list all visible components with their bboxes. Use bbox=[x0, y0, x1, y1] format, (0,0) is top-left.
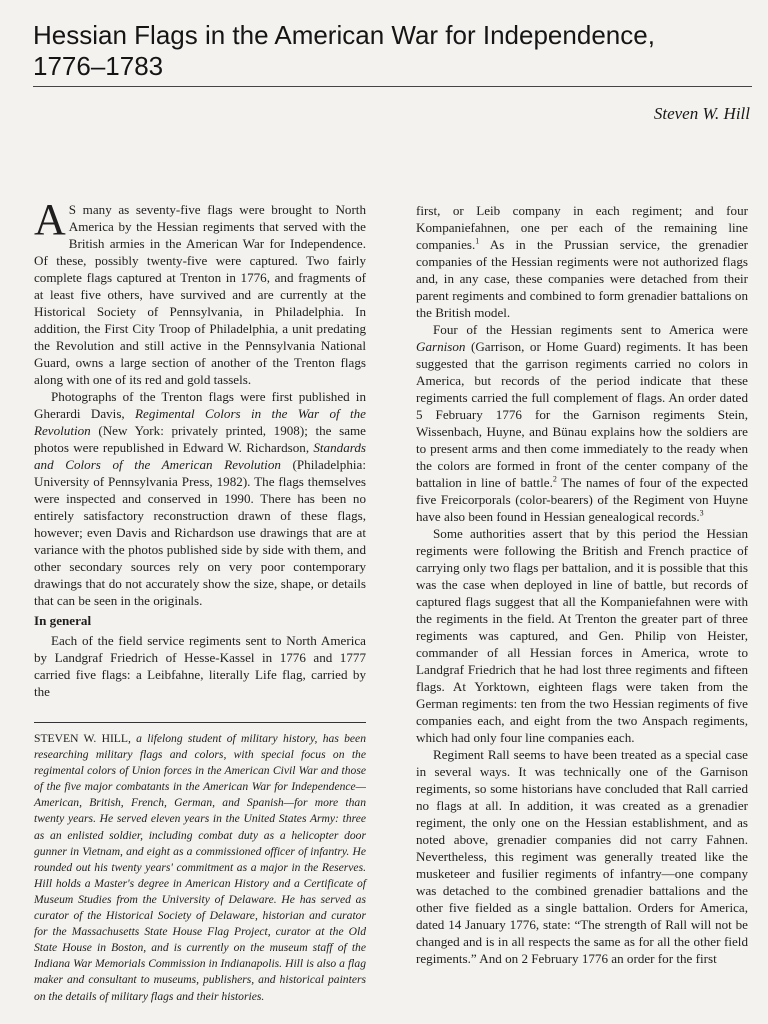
right-column bbox=[416, 202, 748, 967]
bio-name: STEVEN W. HILL bbox=[34, 732, 128, 745]
author-bio bbox=[34, 731, 366, 1005]
author-byline: Steven W. Hill bbox=[653, 104, 750, 123]
left-column bbox=[34, 195, 366, 700]
book-title-richardson: Standards and Colors of the American Revolution bbox=[34, 440, 366, 472]
paragraph-intro: A S many as seventy-five flags were brought to North America by the Hessian regiments that served with the British armies in the American War for Independence. Of these, possibly twenty-five were captured. Two fairly complete flags captured at Trenton in 1776, and fragments of at least five others, have survived and are currently at the Historical Society of Pennsylvania, in Philadelphia. In addition, the First City Troop of Philadelphia, a unit predating the Revolution and still active in the Pennsylvania National Guard, owns a large section of another of the Trenton flags along with one of its red and gold tassels. bbox=[34, 195, 366, 387]
footnote-ref-3: 3 bbox=[699, 508, 704, 518]
footnote-ref-1: 1 bbox=[475, 236, 480, 246]
paragraph-authorities: Some authorities assert that by this period the Hessian regiments were following the British and French practice of carrying only two flags per battalion, and it is possible that this was the case when deployed in line of battle, but records of captured flags suggest that all the Kompaniefahnen were with the regiments in the field. At Trenton the greater part of three regiments was captured, and Gen. Philip von Heister, commander of all Hessian forces in America, wrote to Landgraf Friedrich that he had lost three regiments and fifteen flags. At Yorktown, eighteen flags were taken from the German regiments: ten from the two Hessian regiments of five companies each, and eight from the two Anspach regiments, which had only four line companies each. bbox=[416, 526, 748, 745]
section-heading-in-general: In general bbox=[34, 613, 92, 628]
paragraph-regiment-rall: Regiment Rall seems to have been treated as a special case in several ways. It was technically one of the Garnison regiments, so some historians have concluded that Rall carried no flags at all. In addition, it was created as a grenadier regiment, the only one on the Hessian establishment, and as noted above, grenadier companies did not carry Fahnen. Nevertheless, this regiment was generally treated like the musketeer and fusilier regiments of infantry—one company was detached to the combined grenadier battalions and the other five fielded as a single battalion. Orders for America, dated 14 January 1776, state: “The strength of Rall will not be changed and is in all respects the same as for all the other field regiments.” And on 2 February 1776 an order for the first bbox=[416, 747, 748, 966]
bio-divider bbox=[34, 722, 366, 723]
article-title-line2: 1776–1783 bbox=[33, 51, 164, 81]
article-title bbox=[33, 20, 733, 82]
paragraph-field-service: Each of the field service regiments sent to North America by Landgraf Friedrich of Hesse-Kassel in 1776 and 1777 carried five flags: a Leibfahne, literally Life flag, carried by the bbox=[34, 633, 366, 699]
paragraph-trenton-photos: Photographs of the Trenton flags were first published in Gherardi Davis, Regimental Colors in the War of the Revolution (New York: privately printed, 1908); the same photos were republished in Edward W. Richardson, Standards and Colors of the American Revolution (Philadelphia: University of Pennsylvania Press, 1982). The flags themselves were inspected and conserved in 1990. There has been no entirely satisfactory reconstruction drawn of these flags, however; even Davis and Richardson use drawings that are at variance with the photos published side by side with them, and other secondary sources rely on very poor contemporary drawings that do not accurately show the size, shape, or details that can be seen in the originals. bbox=[34, 389, 366, 608]
article-title-line1: Hessian Flags in the American War for Independence, bbox=[33, 20, 655, 50]
book-title-davis: Regimental Colors in the War of the Revolution bbox=[34, 406, 366, 438]
paragraph-leib-company: first, or Leib company in each regiment; and four Kompaniefahnen, one per each of the remaining line companies.$^1$ As in the Prussian service, the grenadier companies of the Hessian regiments were not authorized flags and, in any case, these companies were detached from their parent regiments and combined to form grenadier battalions on the British model. bbox=[416, 203, 748, 320]
footnote-ref-2: 2 bbox=[552, 474, 557, 484]
bio-text: , a lifelong student of military history, has been researching military flags and colors, with special focus on the regimental colors of Union forces in the American Civil War and those of the five major combatants in the American War for Independence—American, British, French, German, and Spanish—for more than twenty years. He served eleven years in the United States Army: three as an enlisted soldier, including combat duty as a helicopter door gunner in Vietnam, and eight as a commissioned officer of infantry. He rounded out his twenty years' commitment as a major in the Reserves. Hill holds a Master's degree in American History and a Certificate of Museum Studies from the University of Delaware. He has served as curator of the Historical Society of Delaware, historian and curator for the Massachusetts State House Flag Project, curator at the Old State House in Boston, and is currently on the museum staff of the Indiana War Memorials Commission in Indianapolis. Hill is also a flag maker and consultant to museums, publishers, and historical painters on the details of military flags and their histories. bbox=[34, 732, 366, 1003]
title-divider bbox=[33, 86, 752, 87]
drop-cap: A bbox=[34, 195, 66, 244]
paragraph-garnison: Four of the Hessian regiments sent to America were Garnison (Garrison, or Home Guard) regiments. It has been suggested that the garrison regiments carried no colors in America, but records of the period indicate that these regiments carried the full complement of flags. An order dated 5 February 1776 for the Garnison regiments Stein, Wissenbach, Huyne, and Bünau explains how the soldiers are to present arms and then come immediately to the ready when the colors are formed in front of the center company of the battalion in line of battle.$^2$ The names of four of the expected five Freicorporals (color-bearers) of the Regiment von Huyne have also been found in Hessian genealogical records.$^3$ bbox=[416, 322, 748, 524]
